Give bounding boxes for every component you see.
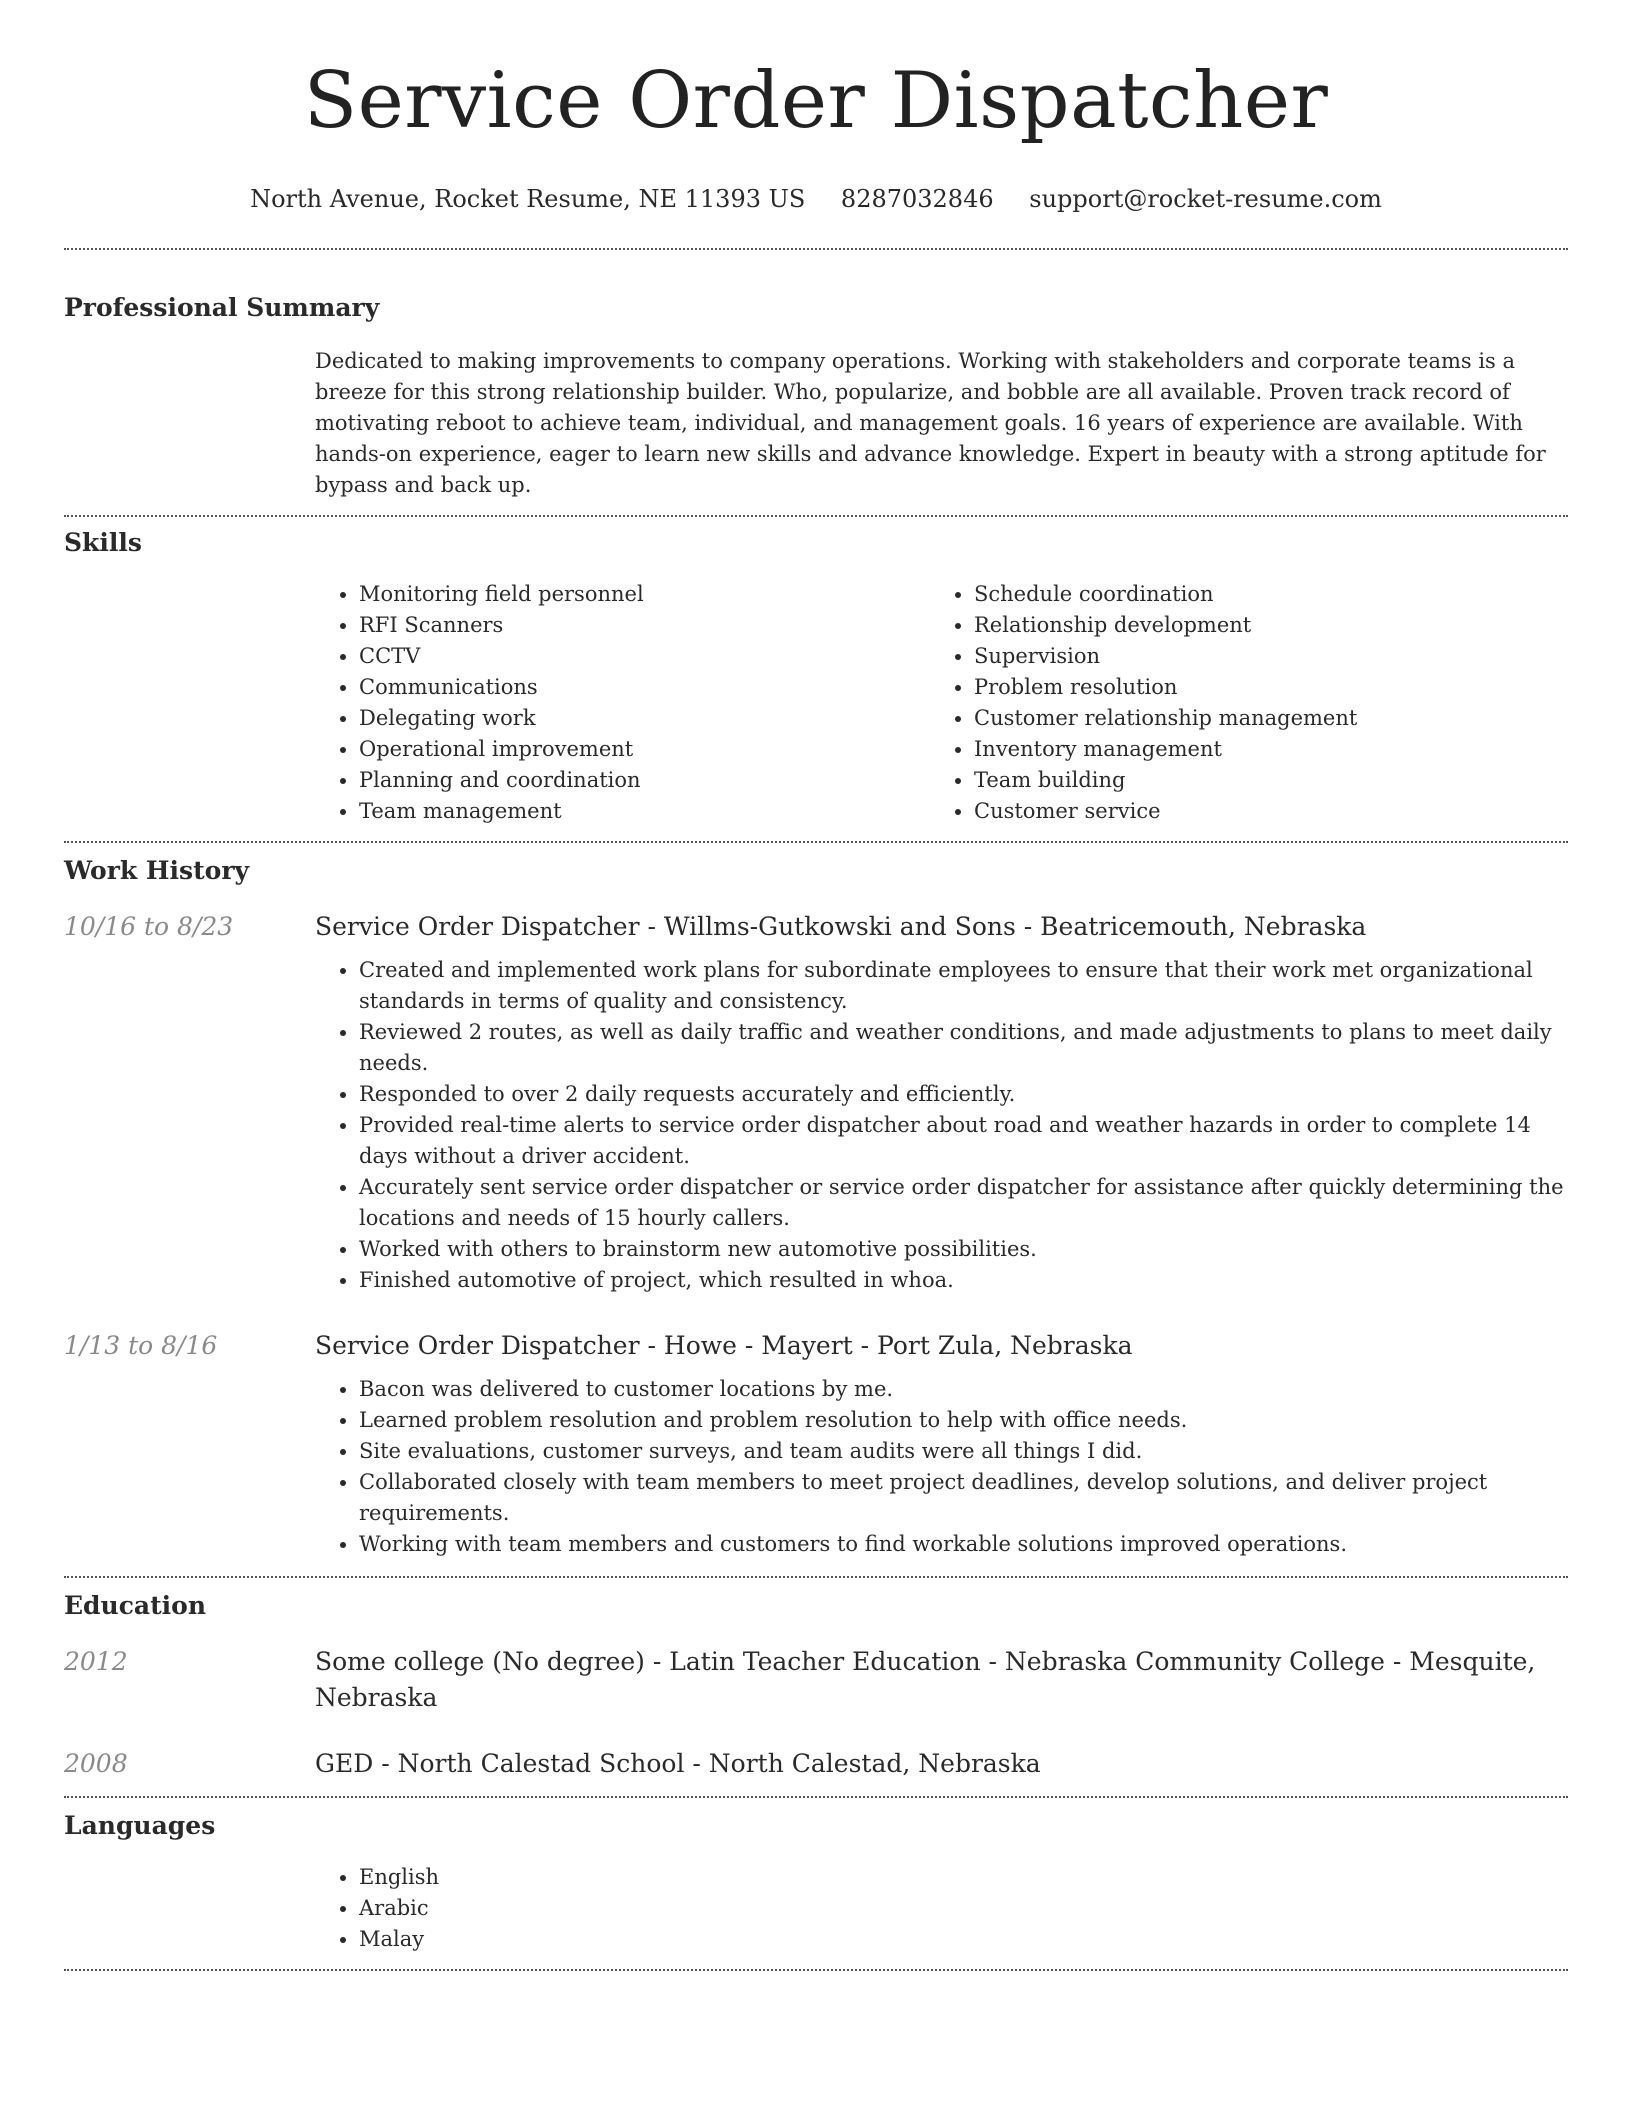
education-body [315,1644,1568,1716]
skill-item: • Relationship development [974,610,1545,641]
job-bullet: • Responded to over 2 daily requests accurately and efficiently. [359,1079,1568,1110]
skill-item: • Operational improvement [359,734,930,765]
summary-text: Dedicated to making improvements to company operations. Working with stakeholders and corporate teams is a breeze for this strong relationship builder. Who, popularize, and bobble are all available. Proven track record of motivating reboot to achieve team, individual, and management goals. 16 years of experience are available. With hands-on experience, eager to learn new skills and advance knowledge. Expert in beauty with a strong aptitude for bypass and back up. [315,349,1546,497]
education-heading: GED - North Calestad School - North Calestad, Nebraska [315,1749,1041,1778]
job-body [315,1328,1568,1560]
summary-title: Professional Summary [64,293,380,322]
job-bullet: • Learned problem resolution and problem resolution to help with office needs. [359,1405,1568,1436]
languages-section [64,1798,1568,1955]
languages-title: Languages [64,1811,216,1840]
skill-item: • Schedule coordination [974,579,1545,610]
job-bullet: • Worked with others to brainstorm new automotive possibilities. [359,1234,1568,1265]
job-bullets [315,1374,1568,1560]
contact-phone: 8287032846 [840,185,994,213]
skill-item: • Team management [359,796,930,827]
job-bullet: • Bacon was delivered to customer locations by me. [359,1374,1568,1405]
job-dates: 10/16 to 8/23 [64,912,234,941]
job-heading: Service Order Dispatcher - Willms-Gutkowski and Sons - Beatricemouth, Nebraska [315,912,1367,941]
resume-page [64,0,1568,1971]
job-bullet: • Site evaluations, customer surveys, and team audits were all things I did. [359,1436,1568,1467]
job-heading: Service Order Dispatcher - Howe - Mayert - Port Zula, Nebraska [315,1331,1133,1360]
education-body [315,1746,1568,1782]
education-year: 2008 [64,1749,128,1778]
skills-columns [315,579,1568,827]
skills-list-right [930,579,1545,827]
skill-item: • Customer relationship management [974,703,1545,734]
skill-item: • Customer service [974,796,1545,827]
skills-list-left [315,579,930,827]
section-divider [64,1969,1568,1971]
language-item: • English [359,1862,1568,1893]
contact-email: support@rocket-resume.com [1029,185,1382,213]
work-title: Work History [64,856,250,885]
skill-item: • Problem resolution [974,672,1545,703]
job-bullet: • Provided real-time alerts to service order dispatcher about road and weather hazards in order to complete 14 days without a driver accident. [359,1110,1568,1172]
contact-line [64,184,1568,214]
skill-item: • Supervision [974,641,1545,672]
language-item: • Malay [359,1924,1568,1955]
education-entry [64,1746,1568,1782]
job-body [315,909,1568,1296]
summary-section [64,250,1568,501]
candidate-name: Service Order Dispatcher [303,56,1329,146]
skills-column-left [315,579,930,827]
skill-item: • Monitoring field personnel [359,579,930,610]
skills-section [64,517,1568,827]
education-section [64,1578,1568,1782]
languages-list-wrap [315,1862,1568,1955]
education-title: Education [64,1591,207,1620]
work-section [64,843,1568,1560]
skills-title: Skills [64,528,142,557]
skill-item: • Communications [359,672,930,703]
skill-item: • CCTV [359,641,930,672]
skill-item: • RFI Scanners [359,610,930,641]
job-entry [64,909,1568,1296]
contact-address: North Avenue, Rocket Resume, NE 11393 US [250,185,806,213]
education-entry [64,1644,1568,1716]
skill-item: • Team building [974,765,1545,796]
language-item: • Arabic [359,1893,1568,1924]
job-dates: 1/13 to 8/16 [64,1331,218,1360]
job-bullet: • Finished automotive of project, which resulted in whoa. [359,1265,1568,1296]
education-year: 2012 [64,1647,128,1676]
job-bullet: • Working with team members and customers to find workable solutions improved operations. [359,1529,1568,1560]
languages-list [315,1862,1568,1955]
skills-column-right [930,579,1545,827]
job-bullet: • Collaborated closely with team members to meet project deadlines, develop solutions, and deliver project requirements. [359,1467,1568,1529]
job-bullet: • Accurately sent service order dispatcher or service order dispatcher for assistance after quickly determining the locations and needs of 15 hourly callers. [359,1172,1568,1234]
job-bullet: • Created and implemented work plans for subordinate employees to ensure that their work met organizational standards in terms of quality and consistency. [359,955,1568,1017]
job-entry [64,1328,1568,1560]
job-bullets [315,955,1568,1296]
skill-item: • Delegating work [359,703,930,734]
job-bullet: • Reviewed 2 routes, as well as daily traffic and weather conditions, and made adjustments to plans to meet daily needs. [359,1017,1568,1079]
skill-item: • Inventory management [974,734,1545,765]
education-heading: Some college (No degree) - Latin Teacher Education - Nebraska Community College - Mesquite, Nebraska [315,1647,1536,1712]
skill-item: • Planning and coordination [359,765,930,796]
